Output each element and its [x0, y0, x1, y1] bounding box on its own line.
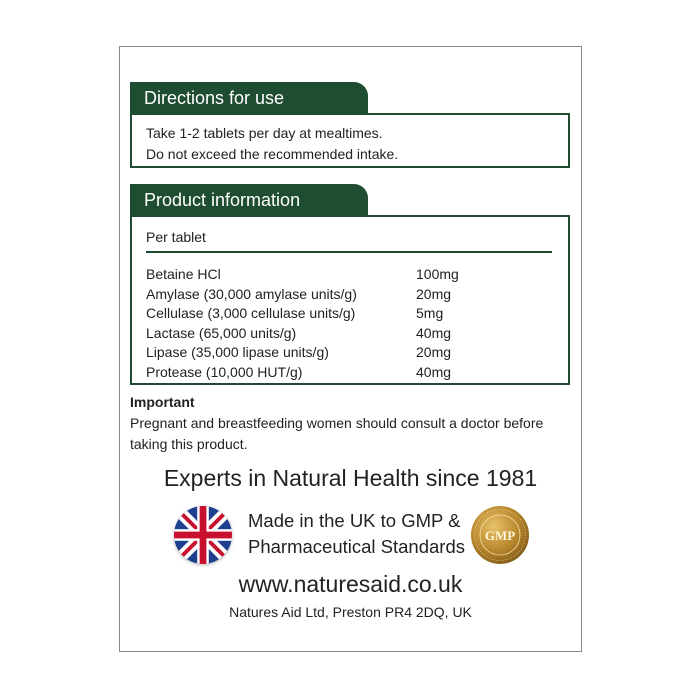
made-in-line-2: Pharmaceutical Standards: [248, 536, 465, 557]
ingredient-amount: 20mg: [416, 285, 452, 302]
made-in-line-1: Made in the UK to GMP &: [248, 510, 461, 531]
ingredient-amount: 100mg: [416, 266, 459, 282]
directions-line-1: Take 1-2 tablets per day at mealtimes.: [146, 125, 383, 141]
directions-heading: Directions for use: [130, 82, 368, 114]
made-in-uk-statement: [248, 508, 465, 560]
ingredient-amount: 40mg: [416, 363, 452, 380]
ingredient-amount: 5mg: [416, 305, 444, 321]
per-tablet-header: Per tablet: [146, 227, 552, 253]
gmp-seal-icon: [470, 505, 530, 565]
ingredient-row: [146, 304, 554, 324]
product-info-box: [130, 215, 570, 385]
important-notice: [130, 392, 570, 455]
experts-tagline: Experts in Natural Health since 1981: [163, 465, 538, 491]
website-url: www.naturesaid.co.uk: [238, 571, 463, 597]
ingredient-name: Lactase (65,000 units/g): [146, 324, 297, 341]
company-address: Natures Aid Ltd, Preston PR4 2DQ, UK: [229, 604, 472, 620]
ingredient-name: Cellulase (3,000 cellulase units/g): [146, 305, 356, 321]
ingredient-amount: 20mg: [416, 344, 452, 360]
gmp-text: GMP: [484, 528, 516, 543]
ingredients-list: [146, 265, 554, 382]
ingredient-amount: 40mg: [416, 324, 452, 341]
ingredient-row: [146, 324, 554, 344]
ingredient-name: Betaine HCl: [146, 266, 221, 282]
important-line-1: Pregnant and breastfeeding women should consult a doctor before: [130, 415, 544, 431]
ingredient-row: [146, 343, 554, 363]
ingredient-name: Lipase (35,000 lipase units/g): [146, 344, 329, 360]
important-line-2: taking this product.: [130, 436, 248, 452]
ingredient-row: [146, 285, 554, 305]
ingredient-name: Amylase (30,000 amylase units/g): [146, 285, 357, 302]
product-info-heading: Product information: [130, 184, 368, 216]
directions-line-2: Do not exceed the recommended intake.: [146, 146, 399, 162]
ingredient-row: [146, 265, 554, 285]
uk-flag-icon: [174, 506, 232, 564]
ingredient-row: [146, 363, 554, 383]
directions-box: [130, 113, 570, 168]
important-heading: Important: [130, 394, 195, 410]
ingredient-name: Protease (10,000 HUT/g): [146, 363, 303, 380]
